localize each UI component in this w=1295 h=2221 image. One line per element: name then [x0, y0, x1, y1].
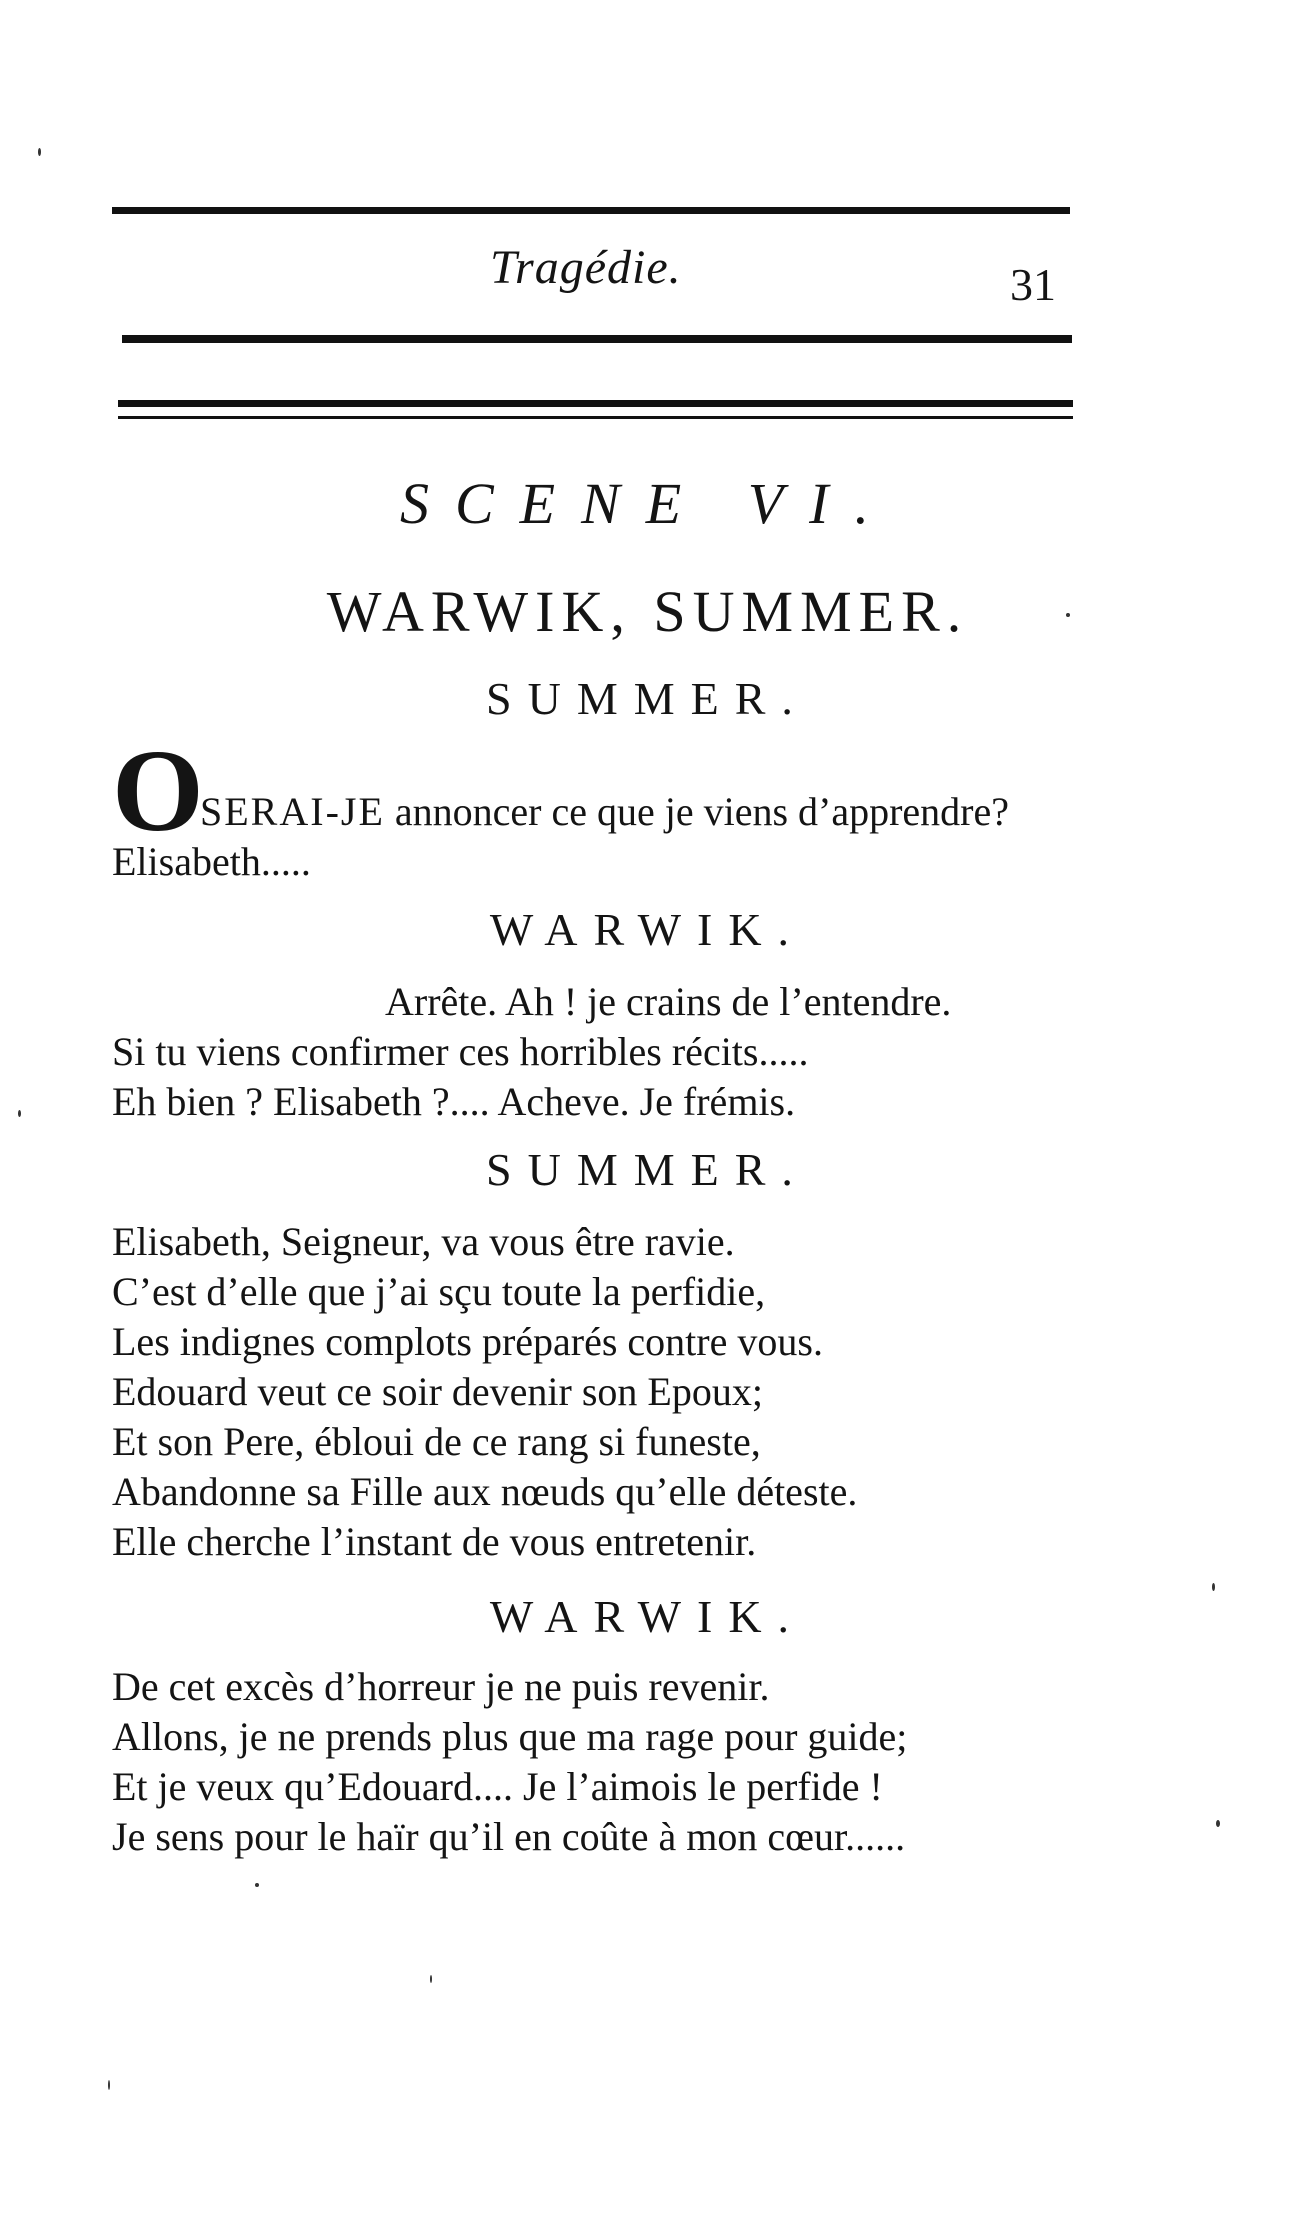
scene-characters: WARWIK, SUMMER.	[326, 579, 969, 644]
paper-speck	[1212, 1583, 1215, 1591]
scene-title: SCENE VI.	[400, 471, 895, 536]
header-top-rule	[112, 207, 1070, 214]
verse-line: Abandonne sa Fille aux nœuds qu’elle déteste.	[112, 1469, 858, 1514]
speaker-heading: WARWIK.	[489, 1591, 806, 1642]
verse-line: Et son Pere, ébloui de ce rang si funeste,	[112, 1419, 761, 1464]
ornament-rule-lower	[118, 416, 1073, 419]
ornament-rule-upper	[118, 400, 1073, 407]
verse-line: Eh bien ? Elisabeth ?.... Acheve. Je frémis.	[112, 1079, 796, 1124]
speaker-heading: SUMMER.	[486, 1144, 809, 1195]
verse-line: C’est d’elle que j’ai sçu toute la perfidie,	[112, 1269, 766, 1314]
small-caps-opening: SERAI-JE	[200, 789, 385, 834]
verse-line: De cet excès d’horreur je ne puis revenir.	[112, 1664, 770, 1709]
paper-speck	[430, 1975, 432, 1983]
verse-line: Elisabeth, Seigneur, va vous être ravie.	[112, 1219, 735, 1264]
paper-speck	[38, 148, 41, 156]
first-line-text: annoncer ce que je viens d’apprendre?	[384, 789, 1010, 834]
paper-speck	[1216, 1820, 1220, 1827]
page-number: 31	[1010, 259, 1056, 310]
verse-line: Allons, je ne prends plus que ma rage pour guide;	[112, 1714, 908, 1759]
running-title: Tragédie.	[490, 241, 682, 294]
verse-line: Elle cherche l’instant de vous entretenir.	[112, 1519, 757, 1564]
verse-line: Et je veux qu’Edouard.... Je l’aimois le perfide !	[112, 1764, 883, 1809]
verse-line	[200, 788, 1009, 835]
paper-speck	[255, 1883, 259, 1887]
speaker-heading: SUMMER.	[486, 673, 809, 724]
speaker-heading: WARWIK.	[489, 904, 806, 955]
drop-cap: O	[112, 725, 204, 856]
verse-line: Je sens pour le haïr qu’il en coûte à mon cœur......	[112, 1814, 906, 1859]
verse-line: Edouard veut ce soir devenir son Epoux;	[112, 1369, 763, 1414]
verse-line: Les indignes complots préparés contre vous.	[112, 1319, 823, 1364]
verse-line: Si tu viens confirmer ces horribles récits.....	[112, 1029, 809, 1074]
paper-speck	[108, 2080, 110, 2090]
verse-line: Elisabeth.....	[112, 839, 311, 884]
paper-speck	[18, 1110, 21, 1117]
verse-line-indented: Arrête. Ah ! je crains de l’entendre.	[385, 979, 952, 1024]
paper-speck	[1066, 613, 1070, 617]
header-bottom-rule	[122, 335, 1072, 343]
